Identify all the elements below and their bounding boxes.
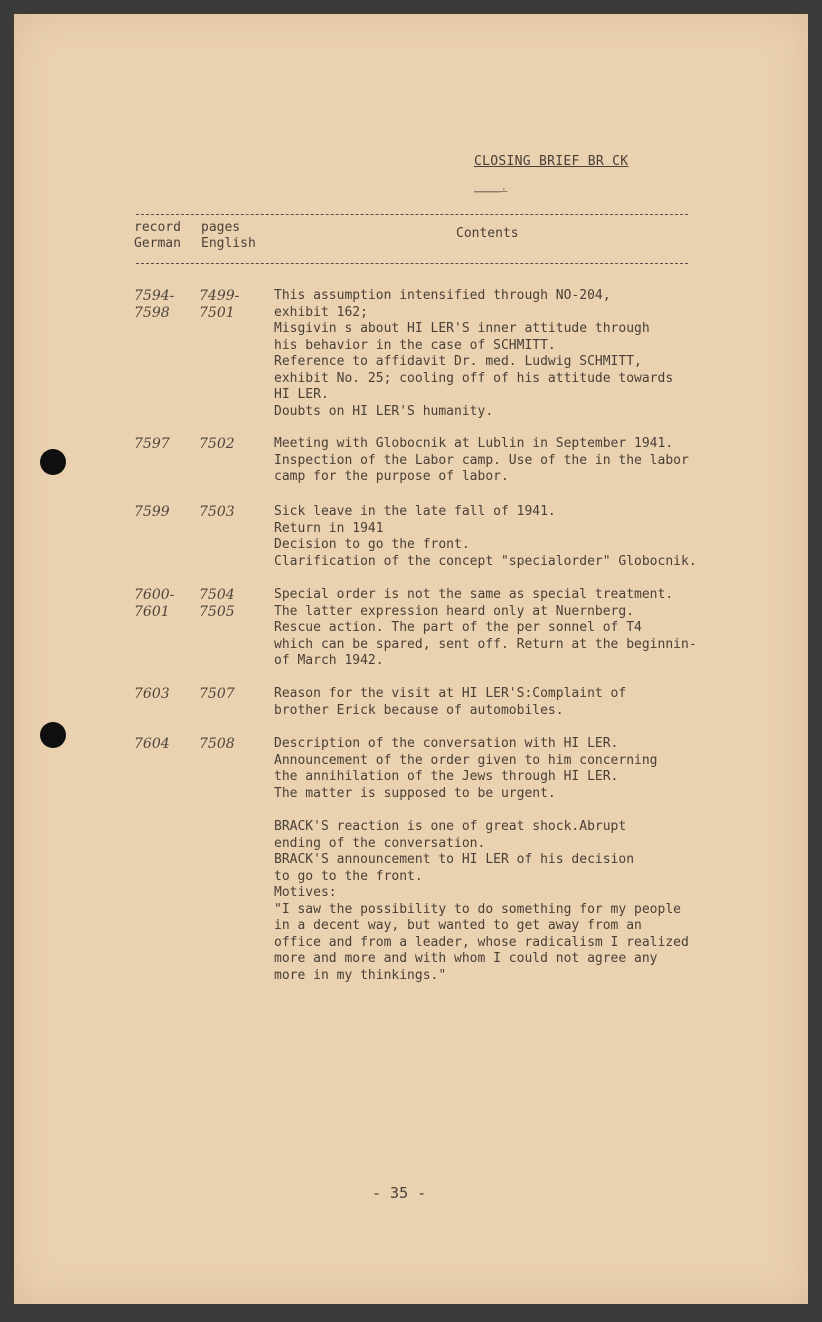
record-german-pages: 7603 [134, 686, 170, 702]
document-page [14, 14, 808, 1304]
english-pages: 7507 [199, 686, 235, 702]
english-pages: 7508 [199, 736, 235, 752]
english-pages: 7503 [199, 504, 235, 520]
punch-hole [40, 449, 66, 475]
contents-text: Reason for the visit at HI LER'S:Complaint of brother Erick because of automobiles. [274, 686, 627, 718]
record-german-pages: 7599 [134, 504, 170, 520]
record-german-pages: 7597 [134, 436, 170, 452]
contents-text: Special order is not the same as special treatment. The latter expression heard only at Nuernberg. Rescue action. The part of the per sonnel of T4 which can be spared, sent off. Return at the beginnin- of March 1942. [274, 587, 697, 668]
column-header-contents: Contents [456, 226, 519, 241]
punch-hole [40, 722, 66, 748]
english-pages: 7504 7505 [199, 587, 235, 620]
record-german-pages: 7600- 7601 [134, 587, 175, 620]
column-header-pages-english: pages English [201, 220, 256, 251]
english-pages: 7502 [199, 436, 235, 452]
contents-text: Meeting with Globocnik at Lublin in September 1941. Inspection of the Labor camp. Use of the in the labor camp for the purpose of labor. [274, 436, 689, 484]
contents-text: This assumption intensified through NO-204, exhibit 162; Misgivin s about HI LER'S inner attitude through his behavior in the case of SCHMITT. Reference to affidavit Dr. med. Ludwig SCHMITT, exhibit No. 25; cooling off of his attitude towards HI LER. Doubts on HI LER'S humanity. [274, 288, 674, 419]
column-header-record-german: record German [134, 220, 181, 251]
record-german-pages: 7594- 7598 [134, 288, 175, 321]
english-pages: 7499- 7501 [199, 288, 240, 321]
contents-text: Description of the conversation with HI LER. Announcement of the order given to him concerning the annihilation of the Jews through HI LER. The matter is supposed to be urgent. BRACK'S reaction is one of great shock.Abrupt ending of the conversation. BRACK'S announcement to HI LER of his decision to go to the front. Motives: "I saw the possibility to do something for my people in a decent way, but wanted to get away from an office and from a leader, whose radicalism I realized more and more and with whom I could not agree any more in my thinkings." [274, 736, 689, 983]
table-header-rule [136, 263, 688, 264]
page-number: - 35 - [372, 1184, 427, 1202]
contents-text: Sick leave in the late fall of 1941. Return in 1941 Decision to go the front. Clarification of the concept "specialorder" Globocnik. [274, 504, 697, 569]
document-heading-sub: ____. [474, 180, 508, 193]
record-german-pages: 7604 [134, 736, 170, 752]
table-top-rule [136, 214, 688, 215]
document-heading: CLOSING BRIEF BR CK [474, 154, 629, 169]
